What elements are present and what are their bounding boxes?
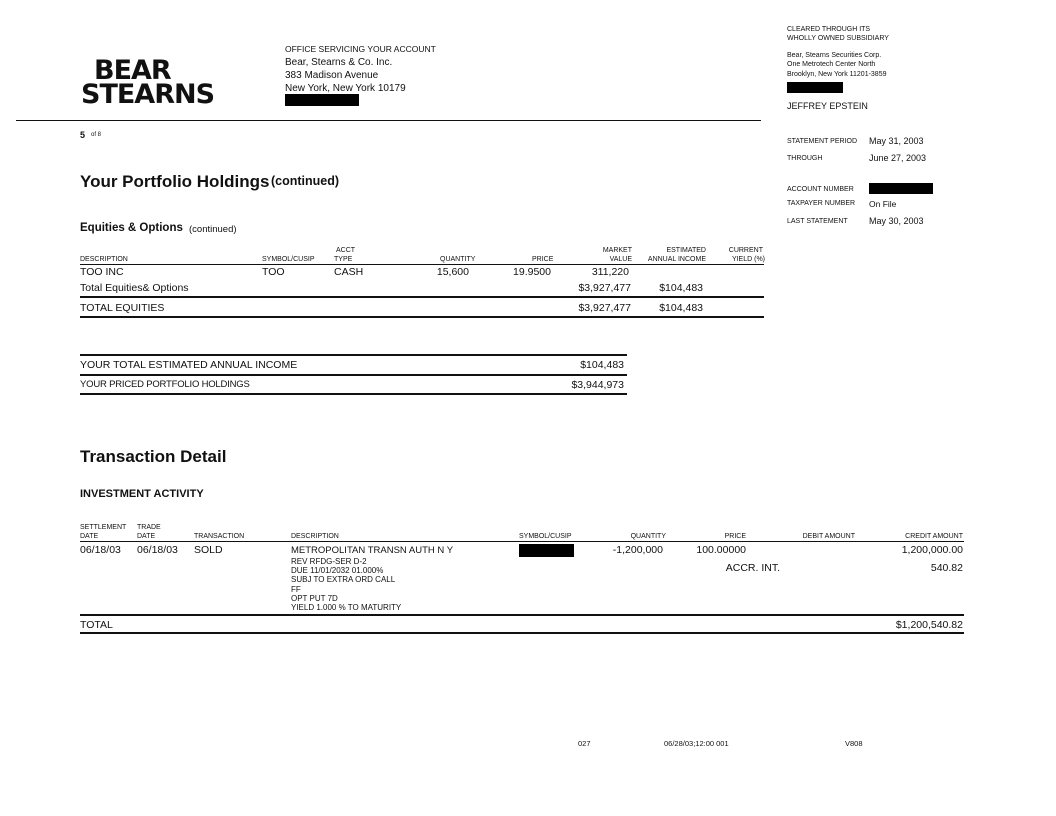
tx-total-bottom-rule — [80, 632, 964, 634]
holdings-title: Your Portfolio Holdings — [80, 172, 270, 191]
col-acct-type-1: ACCT — [336, 247, 356, 254]
tx-description-line: DUE 11/01/2032 01.000% — [291, 566, 384, 576]
equities-section-suffix: (continued) — [189, 224, 237, 235]
summary-top-rule — [80, 354, 627, 356]
holding-price: 19.9500 — [513, 266, 551, 278]
page-of: of 8 — [91, 132, 102, 138]
tx-transaction: SOLD — [194, 544, 223, 556]
tx-description-details — [291, 557, 401, 612]
tx-description-line: SUBJ TO EXTRA ORD CALL — [291, 575, 396, 585]
total-equities-market-value: $3,927,477 — [578, 302, 631, 314]
col-trade-1: TRADE — [137, 524, 161, 531]
tx-description-line: REV RFDG-SER D-2 — [291, 557, 367, 566]
account-number-redaction — [869, 183, 933, 194]
col-market-2: VALUE — [609, 256, 632, 263]
redaction-bar — [285, 94, 359, 106]
redaction-bar — [787, 82, 843, 93]
subtotal-market-value: $3,927,477 — [578, 282, 631, 294]
through-value: June 27, 2003 — [869, 153, 927, 163]
holding-symbol: TOO — [262, 266, 285, 278]
holdings-header-rule — [80, 264, 764, 265]
footer-code-2: V808 — [845, 739, 863, 748]
summary-bottom-rule — [80, 393, 627, 395]
tx-settlement-date: 06/18/03 — [80, 544, 121, 556]
page-number: 5 — [80, 130, 86, 140]
tx-description-line: FF — [291, 584, 301, 594]
col-est-2: ANNUAL INCOME — [647, 256, 706, 263]
col-price: PRICE — [532, 256, 554, 263]
col-description: DESCRIPTION — [80, 256, 128, 263]
total-equities-annual-income: $104,483 — [659, 302, 703, 314]
summary-mid-rule — [80, 374, 627, 376]
col-transaction: TRANSACTION — [194, 533, 245, 540]
taxpayer-number-label: TAXPAYER NUMBER — [787, 200, 856, 207]
investment-activity-title: INVESTMENT ACTIVITY — [80, 488, 204, 500]
col-tx-price: PRICE — [724, 533, 746, 540]
tx-credit: 1,200,000.00 — [901, 544, 963, 556]
col-tx-quantity: QUANTITY — [630, 533, 666, 540]
tx-total-top-rule — [80, 614, 964, 616]
col-tx-symbol: SYMBOL/CUSIP — [519, 533, 572, 540]
col-tx-description: DESCRIPTION — [291, 533, 339, 540]
holding-description: TOO INC — [80, 266, 124, 278]
col-quantity: QUANTITY — [440, 256, 476, 263]
subtotal-label: Total Equities& Options — [80, 282, 189, 294]
holding-market-value: 311,220 — [591, 266, 629, 278]
col-acct-type-2: TYPE — [334, 256, 353, 263]
top-divider — [16, 120, 761, 121]
clearing-line-2: One Metrotech Center North — [787, 61, 876, 68]
col-est-1: ESTIMATED — [666, 247, 706, 254]
last-statement-label: LAST STATEMENT — [787, 218, 848, 225]
office-line-3: New York, New York 10179 — [285, 83, 406, 94]
tx-description-line: YIELD 1.000 % TO MATURITY — [291, 603, 402, 613]
col-yield-1: CURRENT — [728, 247, 763, 254]
office-label: OFFICE SERVICING YOUR ACCOUNT — [285, 44, 436, 54]
holding-acct-type: CASH — [334, 266, 364, 278]
tx-header-rule — [80, 541, 964, 542]
equities-section-title: Equities & Options — [80, 222, 183, 234]
tx-symbol-redaction — [519, 544, 574, 557]
account-number-label: ACCOUNT NUMBER — [787, 186, 854, 193]
summary-income-value: $104,483 — [580, 359, 624, 371]
col-trade-2: DATE — [137, 533, 156, 540]
subtotal-rule — [80, 296, 764, 298]
col-settlement-2: DATE — [80, 533, 99, 540]
footer-code-1: 027 — [578, 739, 591, 748]
statement-period-value: May 31, 2003 — [869, 136, 924, 146]
cleared-line-2: WHOLLY OWNED SUBSIDIARY — [787, 35, 889, 42]
tx-quantity: -1,200,000 — [612, 544, 663, 556]
footer-timestamp: 06/28/03;12:00 001 — [664, 739, 729, 748]
tx-description: METROPOLITAN TRANSN AUTH N Y — [291, 545, 454, 556]
office-line-2: 383 Madison Avenue — [285, 70, 379, 81]
col-tx-debit: DEBIT AMOUNT — [802, 533, 855, 540]
bear-stearns-logo-line1: BEAR — [94, 55, 171, 86]
summary-holdings-label: YOUR PRICED PORTFOLIO HOLDINGS — [80, 379, 250, 390]
taxpayer-number-value: On File — [869, 199, 897, 209]
through-label: THROUGH — [787, 155, 823, 162]
tx-total-value: $1,200,540.82 — [895, 619, 963, 631]
holding-quantity: 15,600 — [436, 266, 469, 278]
client-name: JEFFREY EPSTEIN — [787, 101, 868, 111]
subtotal-annual-income: $104,483 — [659, 282, 703, 294]
col-symbol: SYMBOL/CUSIP — [262, 256, 315, 263]
transaction-detail-title: Transaction Detail — [80, 447, 227, 466]
tx-price: 100.00000 — [696, 544, 746, 556]
tx-total-label: TOTAL — [80, 619, 113, 631]
holdings-title-suffix: (continued) — [271, 174, 340, 188]
tx-accr-credit: 540.82 — [930, 562, 963, 574]
col-market-1: MARKET — [602, 247, 632, 254]
bear-stearns-logo-line2: STEARNS — [81, 79, 215, 110]
total-equities-label: TOTAL EQUITIES — [80, 302, 165, 314]
col-settlement-1: SETTLEMENT — [80, 524, 127, 531]
summary-income-label: YOUR TOTAL ESTIMATED ANNUAL INCOME — [80, 359, 298, 371]
tx-description-line: OPT PUT 7D — [291, 593, 338, 603]
total-equities-rule — [80, 316, 764, 318]
office-line-1: Bear, Stearns & Co. Inc. — [285, 57, 393, 68]
clearing-line-1: Bear, Stearns Securities Corp. — [787, 52, 882, 59]
col-tx-credit: CREDIT AMOUNT — [905, 533, 963, 540]
col-yield-2: YIELD (%) — [731, 256, 765, 263]
tx-trade-date: 06/18/03 — [137, 544, 178, 556]
clearing-line-3: Brooklyn, New York 11201-3859 — [787, 71, 887, 78]
statement-period-label: STATEMENT PERIOD — [787, 138, 858, 145]
tx-accr-label: ACCR. INT. — [725, 562, 780, 574]
cleared-line-1: CLEARED THROUGH ITS — [787, 26, 871, 33]
summary-holdings-value: $3,944,973 — [571, 379, 624, 391]
last-statement-value: May 30, 2003 — [869, 216, 924, 226]
